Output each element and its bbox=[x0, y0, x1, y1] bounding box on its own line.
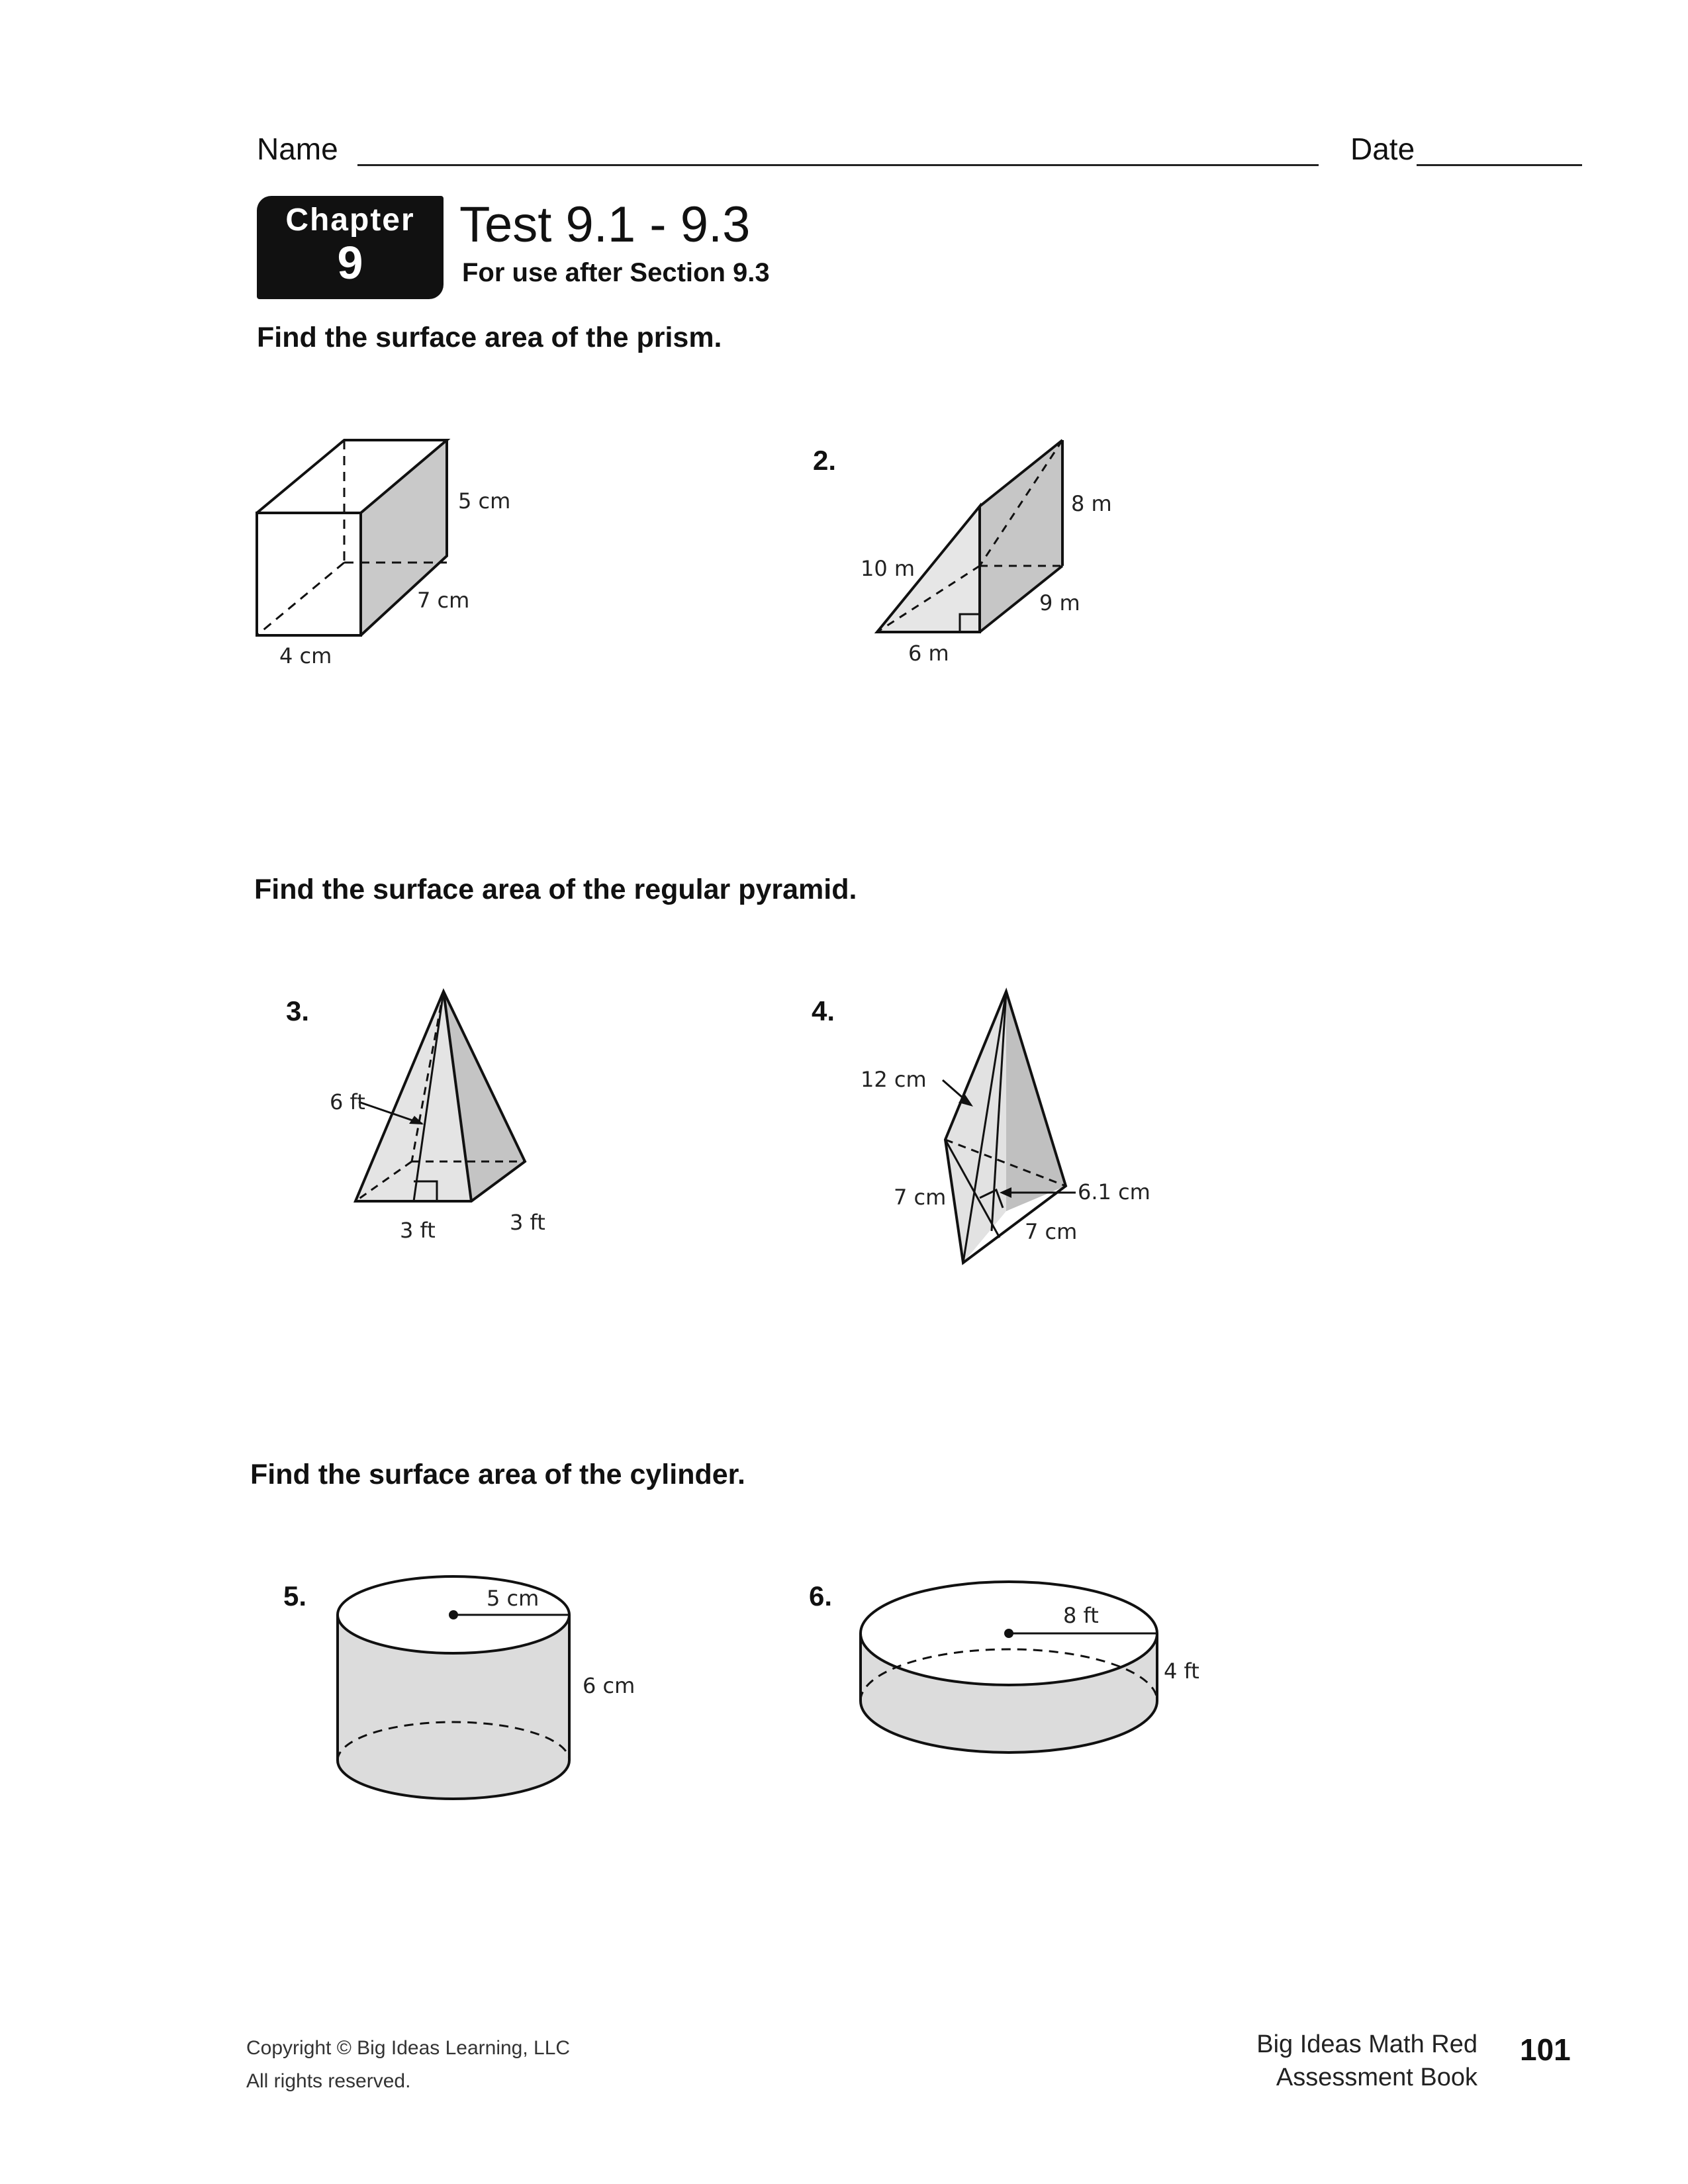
p3-depth-label: 3 ft bbox=[510, 1210, 545, 1235]
copyright-line: Copyright © Big Ideas Learning, LLC bbox=[246, 2037, 571, 2059]
p1-depth-label: 7 cm bbox=[417, 588, 470, 613]
p3-base-label: 3 ft bbox=[400, 1218, 436, 1243]
problem-2-number: 2. bbox=[813, 445, 837, 476]
p1-width-label: 4 cm bbox=[279, 643, 332, 668]
date-field[interactable] bbox=[1417, 164, 1582, 166]
book-subtitle: Assessment Book bbox=[1276, 2064, 1477, 2091]
p2-height-label: 8 m bbox=[1071, 491, 1112, 516]
book-title: Big Ideas Math Red bbox=[1256, 2030, 1477, 2058]
problem-3-number: 3. bbox=[286, 995, 310, 1026]
figure-2-triangular-prism bbox=[847, 424, 1165, 682]
p6-height-label: 4 ft bbox=[1164, 1659, 1199, 1684]
figure-4-triangular-pyramid bbox=[847, 979, 1192, 1284]
figure-6-cylinder bbox=[847, 1562, 1244, 1780]
p4-edge-label: 7 cm bbox=[894, 1185, 947, 1210]
chapter-badge bbox=[257, 196, 444, 299]
figure-1-rectangular-prism bbox=[245, 424, 523, 675]
page-number: 101 bbox=[1520, 2032, 1571, 2067]
instruction-pyramid: Find the surface area of the regular pyramid. bbox=[254, 874, 857, 905]
name-field[interactable] bbox=[357, 164, 1319, 166]
date-label: Date bbox=[1350, 132, 1415, 166]
p5-height-label: 6 cm bbox=[583, 1673, 635, 1698]
chapter-word: Chapter bbox=[285, 203, 415, 238]
figure-5-cylinder bbox=[324, 1562, 669, 1813]
page-title: Test 9.1 - 9.3 bbox=[459, 197, 751, 253]
instruction-prism: Find the surface area of the prism. bbox=[257, 322, 722, 353]
p1-height-label: 5 cm bbox=[458, 488, 511, 514]
p6-radius-label: 8 ft bbox=[1063, 1603, 1099, 1628]
p4-base-label: 7 cm bbox=[1025, 1219, 1078, 1244]
chapter-number: 9 bbox=[337, 237, 363, 289]
p4-slant-label: 12 cm bbox=[861, 1067, 927, 1092]
p3-slant-label: 6 ft bbox=[330, 1089, 365, 1115]
problem-4-number: 4. bbox=[812, 995, 835, 1026]
p4-height-label: 6.1 cm bbox=[1078, 1179, 1150, 1205]
p2-hyp-label: 10 m bbox=[861, 556, 915, 581]
p2-depth-label: 9 m bbox=[1039, 590, 1080, 615]
problem-6-number: 6. bbox=[809, 1580, 833, 1612]
name-label: Name bbox=[257, 132, 338, 166]
p5-radius-label: 5 cm bbox=[487, 1586, 539, 1611]
instruction-cylinder: Find the surface area of the cylinder. bbox=[250, 1459, 745, 1490]
problem-5-number: 5. bbox=[283, 1580, 307, 1612]
rights-line: All rights reserved. bbox=[246, 2070, 411, 2092]
figure-3-square-pyramid bbox=[318, 979, 596, 1257]
page-subtitle: For use after Section 9.3 bbox=[462, 258, 770, 287]
p2-base-label: 6 m bbox=[908, 641, 949, 666]
